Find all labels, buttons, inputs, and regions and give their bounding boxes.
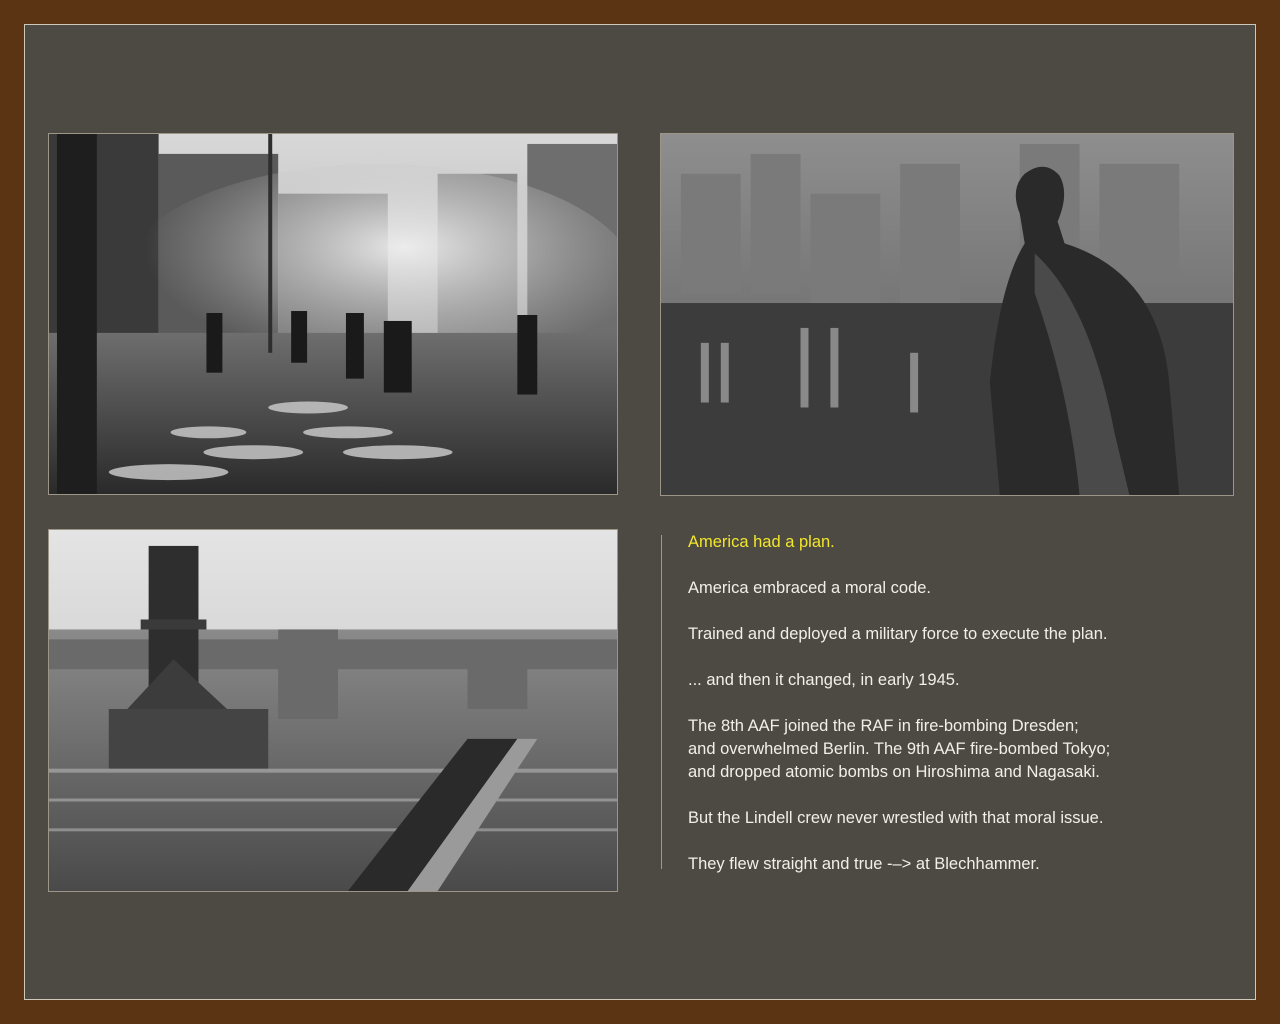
statue-ruins-image	[661, 134, 1233, 495]
paragraph-blechhammer: They flew straight and true -–> at Blechhammer.	[688, 855, 1040, 873]
bombing-line-2: and overwhelmed Berlin. The 9th AAF fire-bombed Tokyo;	[688, 740, 1111, 758]
tower-ruins-photo	[48, 529, 618, 892]
headline: America had a plan.	[688, 533, 835, 551]
paragraph-bombing	[688, 715, 1228, 784]
narrative-text	[688, 531, 1228, 876]
text-divider	[661, 535, 662, 869]
paragraph-lindell-crew: But the Lindell crew never wrestled with that moral issue.	[688, 809, 1104, 827]
street-bodies-image	[49, 134, 617, 494]
bombing-line-3: and dropped atomic bombs on Hiroshima and Nagasaki.	[688, 763, 1100, 781]
slide-panel	[24, 24, 1256, 1000]
paragraph-military-force: Trained and deployed a military force to execute the plan.	[688, 625, 1108, 643]
street-bodies-photo	[48, 133, 618, 495]
tower-ruins-image	[49, 530, 617, 891]
paragraph-moral-code: America embraced a moral code.	[688, 579, 932, 597]
paragraph-changed: ... and then it changed, in early 1945.	[688, 671, 960, 689]
statue-ruins-photo	[660, 133, 1234, 496]
bombing-line-1: The 8th AAF joined the RAF in fire-bombing Dresden;	[688, 717, 1079, 735]
